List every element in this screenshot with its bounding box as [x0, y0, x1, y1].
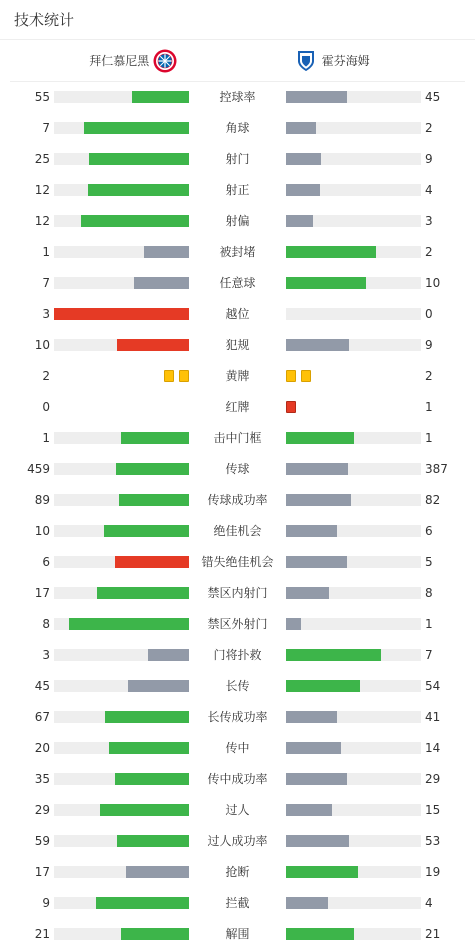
home-bar-fill — [148, 649, 189, 661]
home-bar-fill — [134, 277, 189, 289]
home-value: 35 — [34, 772, 50, 786]
home-bar-track — [54, 835, 189, 847]
away-value: 41 — [425, 710, 441, 724]
stat-label: 传球 — [225, 462, 250, 476]
away-bar-track — [286, 184, 421, 196]
stat-row — [0, 423, 475, 454]
stat-row — [0, 578, 475, 609]
home-bar-track — [54, 525, 189, 537]
away-bar-fill — [286, 897, 328, 909]
home-value: 6 — [42, 555, 50, 569]
away-bar-fill — [286, 835, 349, 847]
yellow-card-icon — [164, 370, 174, 382]
home-bar-fill — [96, 897, 189, 909]
away-value: 1 — [425, 617, 433, 631]
away-bar-track — [286, 618, 421, 630]
home-bar-track — [54, 339, 189, 351]
stat-label: 传中 — [225, 741, 250, 755]
stat-label: 角球 — [225, 121, 250, 135]
home-value: 20 — [34, 741, 50, 755]
away-bar-fill — [286, 618, 301, 630]
away-bar-fill — [286, 556, 347, 568]
away-value: 15 — [425, 803, 441, 817]
away-bar-fill — [286, 680, 360, 692]
home-value: 12 — [34, 183, 50, 197]
home-bar-fill — [81, 215, 189, 227]
stat-label: 传球成功率 — [207, 493, 268, 507]
home-value: 12 — [34, 214, 50, 228]
home-bar-track — [54, 463, 189, 475]
away-bar-fill — [286, 184, 320, 196]
stat-row — [0, 702, 475, 733]
stat-row — [0, 764, 475, 795]
away-value: 1 — [425, 400, 433, 414]
stat-label: 拦截 — [225, 896, 250, 910]
home-bar-fill — [88, 184, 189, 196]
away-value: 6 — [425, 524, 433, 538]
stat-label: 被封堵 — [219, 245, 256, 259]
home-bar-fill — [100, 804, 189, 816]
home-bar-track — [54, 122, 189, 134]
home-bar-fill — [115, 556, 189, 568]
home-bar-track — [54, 773, 189, 785]
stat-label: 射正 — [225, 183, 250, 197]
away-value: 10 — [425, 276, 441, 290]
away-value: 9 — [425, 152, 433, 166]
stat-row — [0, 175, 475, 206]
stat-row — [0, 144, 475, 175]
home-bar-fill — [117, 835, 189, 847]
home-value: 1 — [42, 245, 50, 259]
home-value: 59 — [34, 834, 50, 848]
stat-label: 门将扑救 — [213, 648, 262, 662]
stat-row — [0, 82, 475, 113]
home-value: 459 — [27, 462, 50, 476]
away-bar-fill — [286, 804, 332, 816]
home-bar-fill — [121, 928, 189, 940]
away-bar-fill — [286, 928, 354, 940]
home-team[interactable] — [10, 49, 233, 73]
home-value: 67 — [34, 710, 50, 724]
away-value: 53 — [425, 834, 441, 848]
away-bar-track — [286, 463, 421, 475]
stat-label: 犯规 — [225, 338, 250, 352]
away-value: 4 — [425, 183, 433, 197]
away-bar-fill — [286, 122, 316, 134]
home-bar-track — [54, 711, 189, 723]
home-value: 3 — [42, 648, 50, 662]
yellow-card-icon — [179, 370, 189, 382]
away-bar-track — [286, 339, 421, 351]
stat-row — [0, 268, 475, 299]
stat-label: 红牌 — [225, 400, 250, 414]
stat-row — [0, 919, 475, 950]
stat-row — [0, 113, 475, 144]
stat-label: 任意球 — [219, 276, 256, 290]
away-bar-track — [286, 556, 421, 568]
away-value: 14 — [425, 741, 441, 755]
home-value: 8 — [42, 617, 50, 631]
away-bar-fill — [286, 866, 358, 878]
home-bar-fill — [69, 618, 189, 630]
away-bar-track — [286, 711, 421, 723]
home-bar-fill — [119, 494, 189, 506]
away-bar-fill — [286, 277, 366, 289]
home-bar-fill — [84, 122, 189, 134]
away-bar-track — [286, 153, 421, 165]
home-bar-track — [54, 897, 189, 909]
stat-row — [0, 733, 475, 764]
away-bar-track — [286, 649, 421, 661]
home-bar-track — [54, 432, 189, 444]
home-bar-track — [54, 215, 189, 227]
away-value: 1 — [425, 431, 433, 445]
away-bar-fill — [286, 525, 337, 537]
away-bar-track — [286, 773, 421, 785]
home-bar-track — [54, 494, 189, 506]
home-bar-fill — [115, 773, 189, 785]
away-bar-track — [286, 897, 421, 909]
away-value: 19 — [425, 865, 441, 879]
stat-label: 过人成功率 — [207, 834, 268, 848]
away-bar-track — [286, 680, 421, 692]
away-value: 3 — [425, 214, 433, 228]
away-bar-track — [286, 742, 421, 754]
away-bar-track — [286, 928, 421, 940]
away-bar-fill — [286, 246, 376, 258]
home-value: 10 — [34, 524, 50, 538]
away-value: 2 — [425, 369, 433, 383]
home-bar-track — [54, 91, 189, 103]
away-bar-fill — [286, 711, 337, 723]
home-bar-track — [54, 804, 189, 816]
stat-row — [0, 547, 475, 578]
yellow-card-icon — [301, 370, 311, 382]
stat-label: 解围 — [225, 927, 250, 941]
away-bar-track — [286, 494, 421, 506]
home-bar-fill — [89, 153, 189, 165]
stat-label: 禁区内射门 — [207, 586, 268, 600]
home-value: 1 — [42, 431, 50, 445]
stat-row — [0, 454, 475, 485]
stat-row — [0, 826, 475, 857]
stat-label: 控球率 — [219, 90, 256, 104]
home-bar-track — [54, 649, 189, 661]
home-bar-fill — [109, 742, 189, 754]
away-bar-fill — [286, 649, 381, 661]
red-card-icon — [286, 401, 296, 413]
away-bar-track — [286, 277, 421, 289]
home-bar-fill — [128, 680, 189, 692]
away-team-name: 霍芬海姆 — [321, 54, 370, 68]
away-bar-track — [286, 215, 421, 227]
away-bar-track — [286, 91, 421, 103]
stat-label: 禁区外射门 — [207, 617, 268, 631]
away-bar-track — [286, 587, 421, 599]
stat-label: 长传成功率 — [207, 710, 268, 724]
stat-row — [0, 671, 475, 702]
home-value: 21 — [34, 927, 50, 941]
home-bar-track — [54, 556, 189, 568]
away-value: 82 — [425, 493, 441, 507]
away-bar-fill — [286, 463, 348, 475]
home-bar-fill — [132, 91, 189, 103]
away-value: 0 — [425, 307, 433, 321]
away-bar-fill — [286, 494, 351, 506]
away-value: 2 — [425, 245, 433, 259]
home-bar-track — [54, 153, 189, 165]
home-value: 9 — [42, 896, 50, 910]
home-bar-track — [54, 277, 189, 289]
home-team-name: 拜仁慕尼黑 — [89, 54, 150, 68]
home-bar-fill — [97, 587, 189, 599]
away-value: 8 — [425, 586, 433, 600]
stat-row — [0, 392, 475, 423]
stat-label: 绝佳机会 — [213, 524, 262, 538]
home-bar-fill — [126, 866, 189, 878]
away-bar-track — [286, 432, 421, 444]
away-bar-track — [286, 525, 421, 537]
home-value: 0 — [42, 400, 50, 414]
home-bar-track — [54, 246, 189, 258]
away-bar-fill — [286, 587, 329, 599]
away-bar-fill — [286, 742, 341, 754]
home-bar-fill — [105, 711, 189, 723]
home-value: 89 — [34, 493, 50, 507]
home-value: 17 — [34, 586, 50, 600]
stat-row — [0, 330, 475, 361]
home-bar-track — [54, 618, 189, 630]
away-bar-track — [286, 122, 421, 134]
page-title: 技术统计 — [0, 0, 475, 40]
stat-row — [0, 361, 475, 392]
home-bar-track — [54, 308, 189, 320]
away-value: 5 — [425, 555, 433, 569]
away-value: 54 — [425, 679, 441, 693]
home-value: 55 — [34, 90, 50, 104]
home-value: 3 — [42, 307, 50, 321]
away-bar-fill — [286, 339, 349, 351]
stat-label: 越位 — [225, 307, 250, 321]
away-value: 9 — [425, 338, 433, 352]
stat-row — [0, 206, 475, 237]
stat-row — [0, 516, 475, 547]
bayern-badge-icon — [153, 49, 177, 73]
away-bar-fill — [286, 215, 313, 227]
hoffenheim-badge-icon — [294, 49, 318, 73]
home-value: 7 — [42, 121, 50, 135]
away-bar-track — [286, 866, 421, 878]
stat-label: 击中门框 — [213, 431, 262, 445]
home-bar-track — [54, 587, 189, 599]
home-bar-fill — [144, 246, 189, 258]
home-bar-track — [54, 680, 189, 692]
home-value: 25 — [34, 152, 50, 166]
away-value: 387 — [425, 462, 448, 476]
teams-header — [10, 40, 465, 82]
home-bar-track — [54, 184, 189, 196]
stat-row — [0, 795, 475, 826]
away-bar-track — [286, 835, 421, 847]
stat-row — [0, 485, 475, 516]
away-bar-track — [286, 246, 421, 258]
stat-label: 射门 — [225, 152, 250, 166]
away-value: 45 — [425, 90, 441, 104]
away-bar-fill — [286, 773, 347, 785]
home-bar-fill — [104, 525, 189, 537]
stat-label: 传中成功率 — [207, 772, 268, 786]
home-bar-fill — [121, 432, 189, 444]
stat-row — [0, 857, 475, 888]
stat-label: 黄牌 — [225, 369, 250, 383]
home-bar-track — [54, 866, 189, 878]
away-value: 21 — [425, 927, 441, 941]
home-bar-fill — [54, 308, 189, 320]
stat-label: 射偏 — [225, 214, 250, 228]
home-bar-track — [54, 928, 189, 940]
stat-row — [0, 609, 475, 640]
home-value: 10 — [34, 338, 50, 352]
away-value: 4 — [425, 896, 433, 910]
away-value: 29 — [425, 772, 441, 786]
stat-label: 过人 — [225, 803, 250, 817]
away-bar-fill — [286, 91, 347, 103]
stat-row — [0, 237, 475, 268]
away-value: 7 — [425, 648, 433, 662]
away-bar-track — [286, 308, 421, 320]
stat-row — [0, 640, 475, 671]
away-bar-fill — [286, 432, 354, 444]
stat-label: 长传 — [225, 679, 250, 693]
home-value: 17 — [34, 865, 50, 879]
home-value: 2 — [42, 369, 50, 383]
away-value: 2 — [425, 121, 433, 135]
away-bar-fill — [286, 153, 321, 165]
home-value: 29 — [34, 803, 50, 817]
home-value: 45 — [34, 679, 50, 693]
stat-label: 错失绝佳机会 — [201, 555, 274, 569]
away-team[interactable] — [233, 49, 466, 73]
yellow-card-icon — [286, 370, 296, 382]
stat-row — [0, 888, 475, 919]
home-bar-track — [54, 742, 189, 754]
stat-row — [0, 299, 475, 330]
away-bar-track — [286, 804, 421, 816]
home-bar-fill — [117, 339, 189, 351]
home-value: 7 — [42, 276, 50, 290]
home-bar-fill — [116, 463, 189, 475]
stat-label: 抢断 — [225, 865, 250, 879]
